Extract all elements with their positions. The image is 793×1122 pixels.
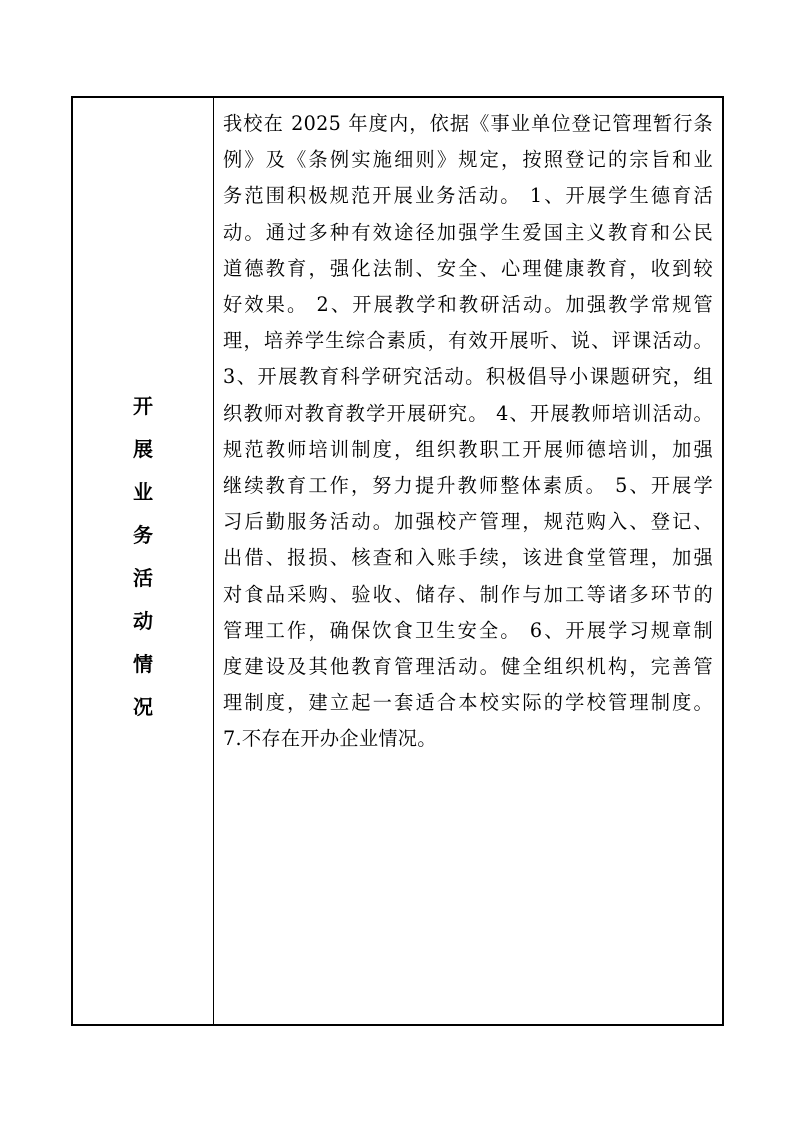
section-label-char: 活 xyxy=(133,566,153,590)
section-label-char: 务 xyxy=(133,523,153,547)
activity-table xyxy=(71,96,724,1026)
content-line: 7.不存在开办企业情况。 xyxy=(223,727,437,751)
content-line: 继续教育工作，努力提升教师整体素质。 5、开展学 xyxy=(223,474,713,498)
content-line: 道德教育，强化法制、安全、心理健康教育，收到较 xyxy=(223,256,713,280)
section-label-char: 动 xyxy=(133,609,153,633)
content-line: 出借、报损、核查和入账手续，该进食堂管理，加强 xyxy=(223,546,713,570)
content-line: 好效果。 2、开展教学和教研活动。加强教学常规管 xyxy=(223,293,713,317)
content-line: 理，培养学生综合素质，有效开展听、说、评课活动。 xyxy=(223,329,713,353)
content-line: 例》及《条例实施细则》规定，按照登记的宗旨和业 xyxy=(223,148,713,172)
section-label-char: 开 xyxy=(133,394,153,418)
content-line: 动。通过多种有效途径加强学生爱国主义教育和公民 xyxy=(223,220,713,244)
content-line: 织教师对教育教学开展研究。 4、开展教师培训活动。 xyxy=(223,401,713,425)
section-label-char: 业 xyxy=(133,480,153,504)
content-line: 规范教师培训制度，组织教职工开展师德培训，加强 xyxy=(223,437,713,461)
section-label-cell xyxy=(73,98,214,1024)
content-line: 习后勤服务活动。加强校产管理，规范购入、登记、 xyxy=(223,510,713,534)
content-line: 管理工作，确保饮食卫生安全。 6、开展学习规章制 xyxy=(223,618,713,642)
section-label-char: 展 xyxy=(133,437,153,461)
content-line: 对食品采购、验收、储存、制作与加工等诸多环节的 xyxy=(223,582,713,606)
section-content-cell xyxy=(214,98,722,1024)
content-line: 3、开展教育科学研究活动。积极倡导小课题研究，组 xyxy=(223,365,713,389)
section-label-char: 况 xyxy=(133,695,153,719)
content-line: 务范围积极规范开展业务活动。 1、开展学生德育活 xyxy=(223,184,713,208)
section-label-char: 情 xyxy=(133,652,153,676)
section-label xyxy=(73,396,213,740)
activity-description xyxy=(223,106,713,758)
content-line: 我校在 2025 年度内，依据《事业单位登记管理暂行条 xyxy=(223,112,713,135)
content-line: 度建设及其他教育管理活动。健全组织机构，完善管 xyxy=(223,655,713,679)
content-line: 理制度，建立起一套适合本校实际的学校管理制度。 xyxy=(223,691,713,715)
